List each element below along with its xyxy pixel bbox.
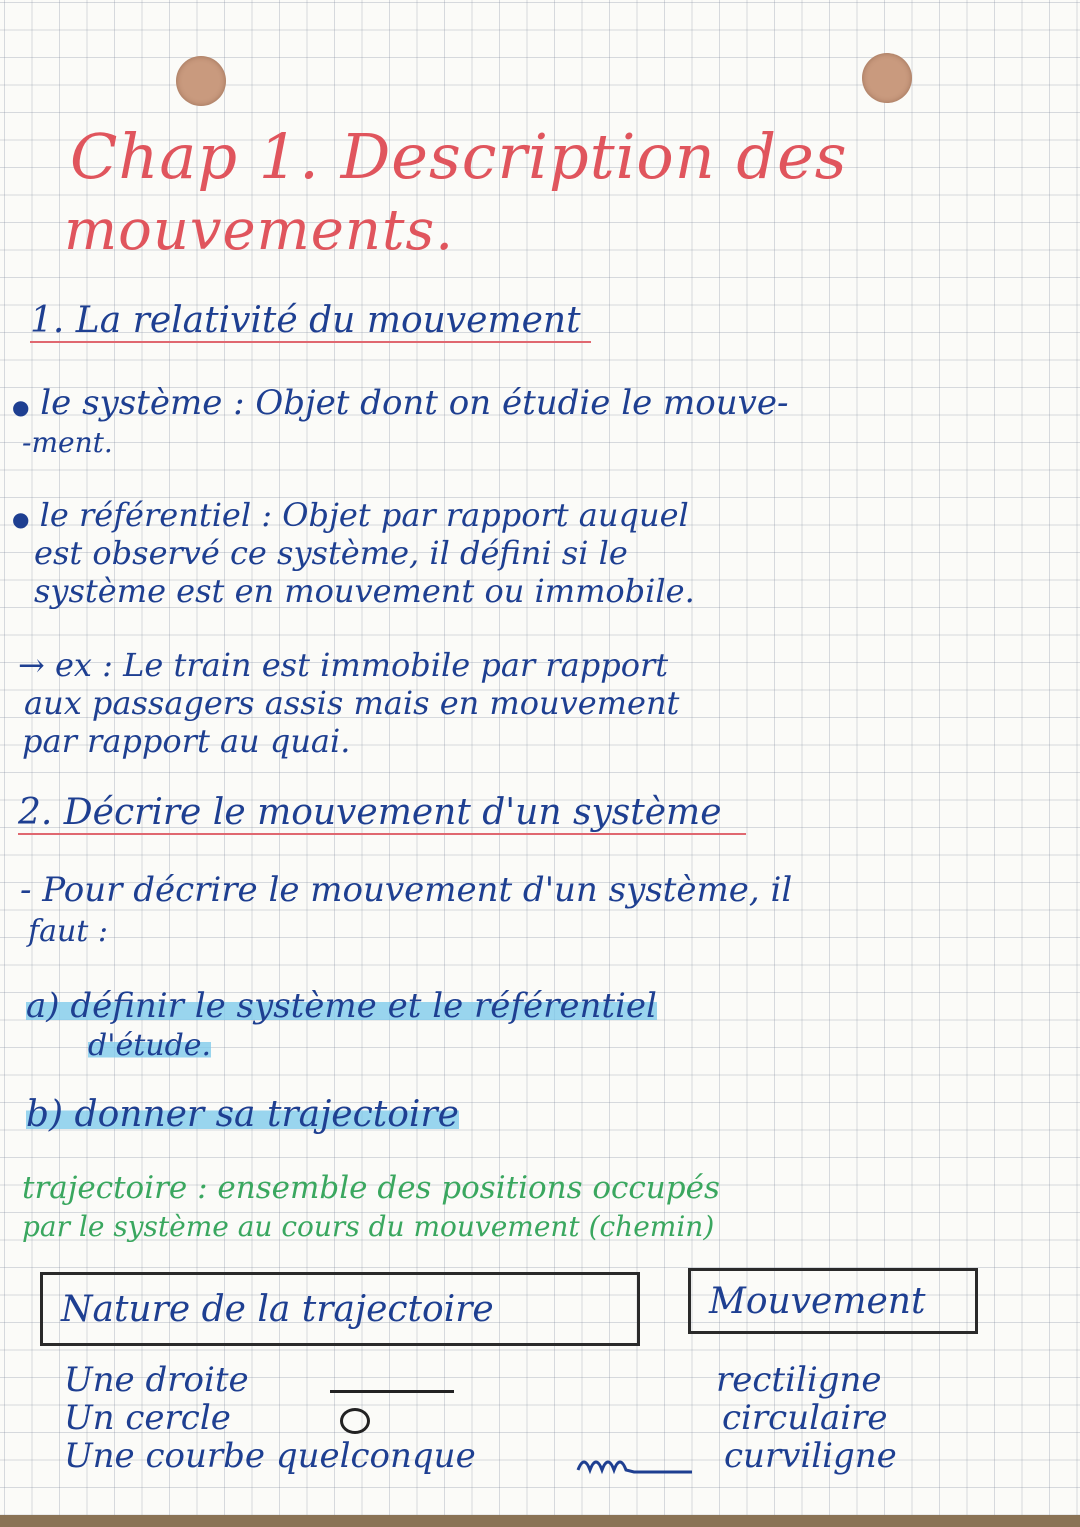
definition-line2: par le système au cours du mouvement (chemin) <box>22 1210 715 1243</box>
table-row-mouvement: rectiligne <box>716 1360 882 1400</box>
example-line1 <box>18 646 668 684</box>
section1-heading: 1. La relativité du mouvement <box>30 300 591 343</box>
binder-hole-icon <box>176 56 226 106</box>
bullet2-line2: est observé ce système, il défini si le <box>34 534 628 572</box>
table-row-nature: Un cercle <box>64 1398 231 1438</box>
circle-icon <box>340 1408 370 1434</box>
step-b <box>26 1094 459 1135</box>
bullet1-line1 <box>12 383 788 423</box>
example-line3: par rapport au quai. <box>22 722 351 760</box>
wavy-curve-icon <box>574 1448 694 1478</box>
section2-heading: 2. Décrire le mouvement d'un système <box>18 792 746 835</box>
table-row-nature: Une courbe quelconque <box>64 1436 476 1476</box>
example-line2: aux passagers assis mais en mouvement <box>24 684 680 722</box>
bullet2-line3: système est en mouvement ou immobile. <box>34 572 695 610</box>
page-title-line1: Chap 1. Description des <box>70 120 848 193</box>
arrow-icon: → <box>18 646 45 684</box>
table-row-mouvement: circulaire <box>722 1398 888 1438</box>
bullet2-line1-text: le référentiel : Objet par rapport auquel <box>39 496 689 534</box>
intro-line1: - Pour décrire le mouvement d'un système, il <box>20 870 793 910</box>
bullet1-text2: -ment. <box>22 426 113 459</box>
intro-line2: faut : <box>28 914 109 949</box>
step-b-highlight: b) donner sa trajectoire <box>26 1094 459 1135</box>
page-bottom-edge <box>0 1515 1080 1527</box>
page-title-line2: mouvements. <box>64 198 455 263</box>
example-line1-text: ex : Le train est immobile par rapport <box>54 646 669 684</box>
step-a-line1 <box>26 986 657 1026</box>
table-header-left <box>40 1272 640 1346</box>
binder-hole-icon <box>862 53 912 103</box>
table-header-left-label: Nature de la trajectoire <box>61 1288 494 1330</box>
table-header-right <box>688 1268 978 1334</box>
bullet1-term: le système : <box>40 383 245 423</box>
straight-line-icon <box>330 1390 454 1393</box>
step-a-line2 <box>88 1028 211 1063</box>
table-row-nature: Une droite <box>64 1360 249 1400</box>
definition-line1: trajectoire : ensemble des positions occupés <box>22 1170 720 1206</box>
step-a2-highlight: d'étude. <box>88 1028 212 1063</box>
step-a-highlight: a) définir le système et le référentiel <box>26 986 657 1026</box>
table-row-mouvement: curviligne <box>724 1436 897 1476</box>
bullet-dot-icon: ● <box>12 507 30 531</box>
bullet1-text1: Objet dont on étudie le mouve- <box>255 383 789 423</box>
bullet-dot-icon: ● <box>12 395 30 419</box>
bullet2-line1 <box>12 496 689 534</box>
table-header-right-label: Mouvement <box>709 1280 926 1322</box>
